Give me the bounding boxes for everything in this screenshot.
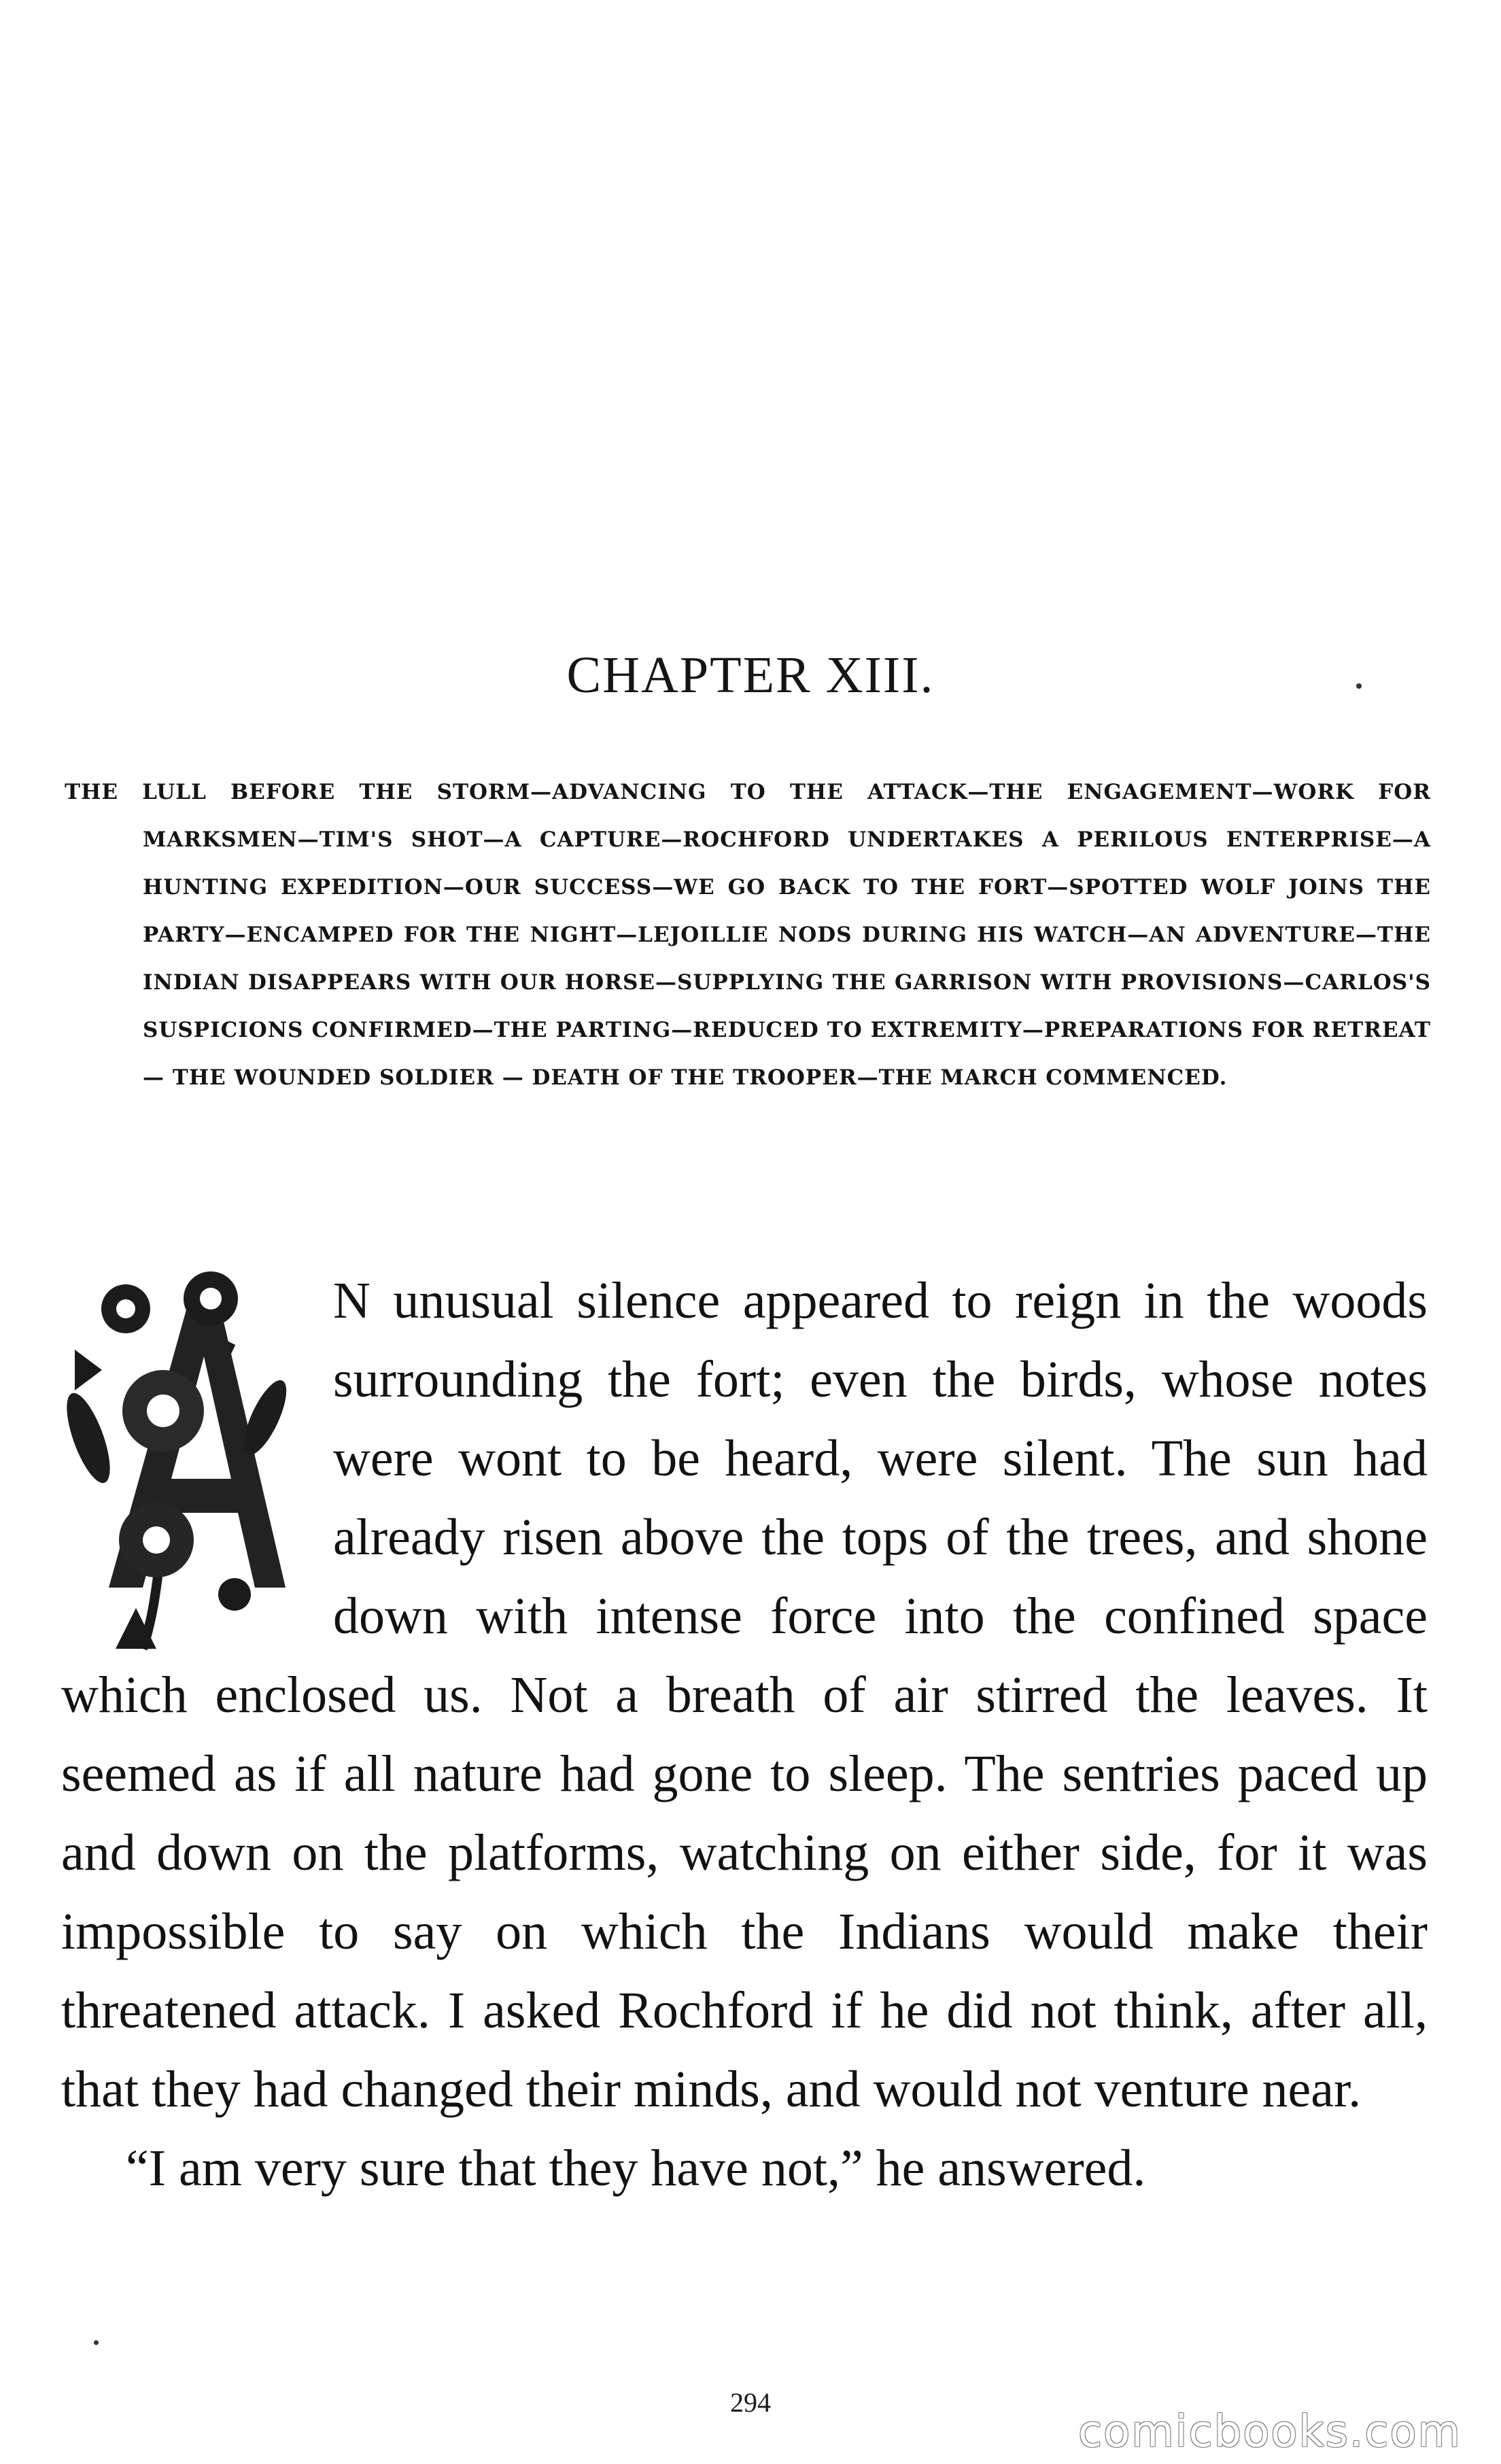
paragraph xyxy=(61,1261,1428,2129)
page-number: 294 xyxy=(730,2387,771,2418)
chapter-title: CHAPTER XIII. xyxy=(566,647,935,704)
stray-mark xyxy=(1356,683,1362,689)
chapter-synopsis xyxy=(65,768,1431,1101)
paragraph: “I am very sure that they have not,” he answered. xyxy=(126,2140,1146,2197)
stray-mark xyxy=(94,2340,99,2345)
body-text xyxy=(61,1261,1428,2208)
paragraph-text: N unusual silence appeared to reign in the woods surrounding the fort; even the birds, whose notes were wont to be heard, were silent. The sun had already risen above the tops of the trees, and shone down with intense force into the confined space which enclosed us. Not a breath of air stirred the leaves. It seemed as if all nature had gone to sleep. The sentries paced up and down on the platforms, watching on either side, for it was impossible to say on which the Indians would make their threatened attack. I asked Rochford if he did not think, after all, that they had changed their minds, and would not venture near. xyxy=(61,1272,1428,2118)
watermark: comicbooks.com xyxy=(1077,2407,1462,2457)
chapter-synopsis-text: THE LULL BEFORE THE STORM—ADVANCING TO THE ATTACK—THE ENGAGEMENT—WORK FOR MARKSMEN—TIM'S SHOT—A CAPTURE—ROCHFORD UNDERTAKES A PERILOUS ENTERPRISE—A HUNTING EXPEDITION—OUR SUCCESS—WE GO BACK TO THE FORT—SPOTTED WOLF JOINS THE PARTY—ENCAMPED FOR THE NIGHT—LEJOILLIE NODS DURING HIS WATCH—AN ADVENTURE—THE INDIAN DISAPPEARS WITH OUR HORSE—SUPPLYING THE GARRISON WITH PROVISIONS—CARLOS'S SUSPICIONS CONFIRMED—THE PARTING—REDUCED TO EXTREMITY—PREPARATIONS FOR RETREAT — THE WOUNDED SOLDIER — DEATH OF THE TROOPER—THE MARCH COMMENCED. xyxy=(65,780,1431,1090)
